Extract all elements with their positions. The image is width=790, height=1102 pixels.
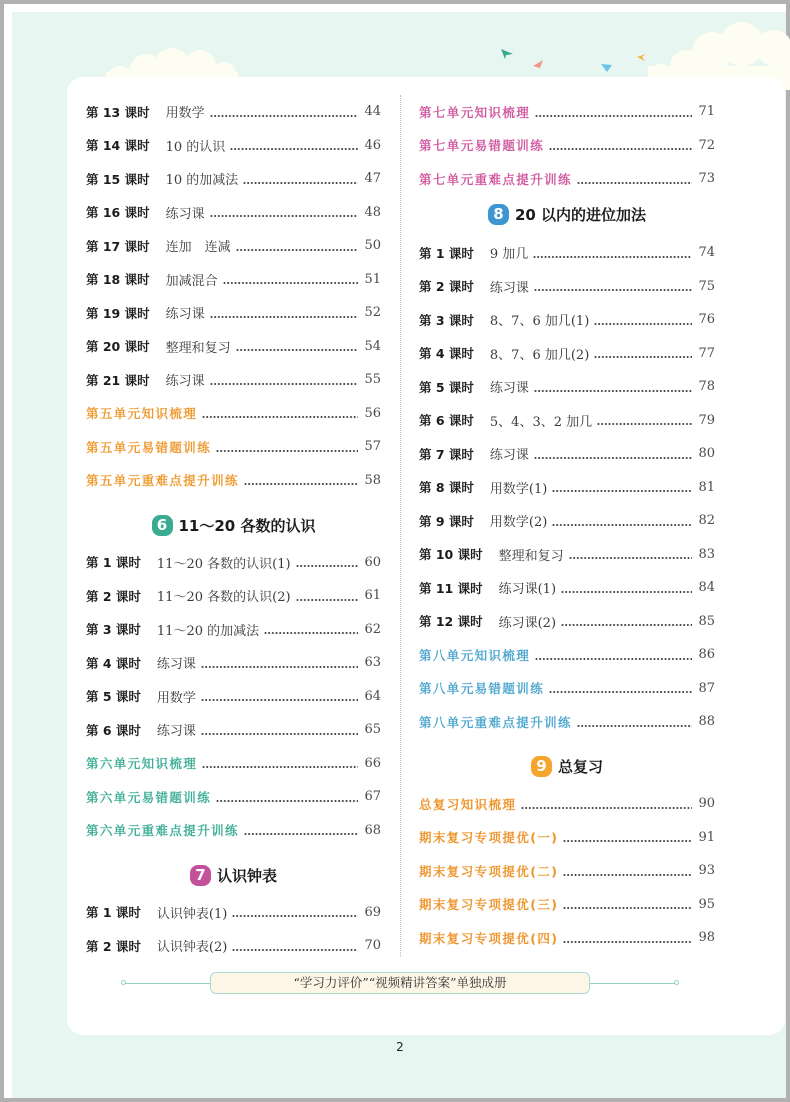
dot-leader <box>230 148 358 150</box>
dot-leader <box>535 115 692 117</box>
toc-entry[interactable] <box>86 579 381 613</box>
page-number: 44 <box>364 104 381 120</box>
dot-leader <box>535 658 692 660</box>
page-number: 65 <box>364 722 381 738</box>
unit-number-badge: 6 <box>152 515 173 536</box>
toc-entry[interactable] <box>86 196 381 230</box>
page-number: 74 <box>698 245 715 261</box>
dot-leader <box>216 450 358 452</box>
lesson-label: 第 14 课时 <box>86 138 150 154</box>
dot-leader <box>296 599 358 601</box>
page-number: 91 <box>698 829 715 845</box>
page-number: 69 <box>364 904 381 920</box>
dot-leader <box>534 457 692 459</box>
page-number: 70 <box>364 938 381 954</box>
unit-heading[interactable] <box>419 196 715 237</box>
lesson-title: 用数学(2) <box>489 515 548 531</box>
dot-leader <box>232 949 358 951</box>
unit-heading[interactable] <box>86 847 381 896</box>
toc-entry[interactable] <box>419 404 715 438</box>
dot-leader <box>577 182 692 184</box>
lesson-title: 认识钟表(2) <box>156 940 228 956</box>
toc-entry[interactable] <box>86 229 381 263</box>
footer-rule-end-dot <box>674 980 679 985</box>
lesson-label: 第 10 课时 <box>419 547 483 563</box>
review-title: 期末复习专项提优(四) <box>419 930 559 946</box>
page-number: 71 <box>698 104 715 120</box>
page-number: 84 <box>698 580 715 596</box>
toc-entry[interactable] <box>86 162 381 196</box>
page-number: 48 <box>364 204 381 220</box>
lesson-title: 练习课 <box>165 374 205 390</box>
unit-heading[interactable] <box>86 497 381 546</box>
page-number: 56 <box>364 405 381 421</box>
page-number: 57 <box>364 439 381 455</box>
page-number: 64 <box>364 688 381 704</box>
toc-entry-review[interactable] <box>86 780 381 814</box>
page-number: 85 <box>698 613 715 629</box>
toc-entry[interactable] <box>86 95 381 129</box>
dot-leader <box>577 725 692 727</box>
lesson-title: 5、4、3、2 加几 <box>489 414 593 430</box>
dot-leader <box>563 840 692 842</box>
dot-leader <box>236 249 358 251</box>
toc-entry[interactable] <box>86 546 381 580</box>
paper-plane-icon <box>601 64 612 72</box>
lesson-title: 加减混合 <box>165 273 218 289</box>
review-title: 总复习知识梳理 <box>419 796 517 812</box>
review-title: 第五单元易错题训练 <box>86 439 212 455</box>
page-number: 98 <box>698 930 715 946</box>
toc-entry[interactable] <box>86 929 381 963</box>
page-number: 55 <box>364 372 381 388</box>
lesson-label: 第 6 课时 <box>86 722 141 738</box>
paper-plane-icon <box>501 49 513 59</box>
page-number: 52 <box>364 305 381 321</box>
dot-leader <box>549 691 692 693</box>
review-title: 第六单元知识梳理 <box>86 756 198 772</box>
lesson-title: 练习课 <box>165 307 205 323</box>
lesson-title: 整理和复习 <box>498 548 564 564</box>
dot-leader <box>561 624 692 626</box>
dot-leader <box>244 833 358 835</box>
lesson-title: 11～20 各数的认识(1) <box>156 556 291 572</box>
lesson-title: 练习课 <box>165 206 205 222</box>
paper-plane-icon <box>637 54 646 61</box>
lesson-label: 第 4 课时 <box>86 655 141 671</box>
unit-heading[interactable] <box>419 739 715 788</box>
dot-leader <box>594 356 692 358</box>
lesson-title: 练习课(1) <box>498 582 557 598</box>
toc-entry[interactable] <box>419 303 715 337</box>
page-number: 58 <box>364 472 381 488</box>
dot-leader <box>563 874 692 876</box>
toc-entry[interactable] <box>419 504 715 538</box>
toc-entry[interactable] <box>419 437 715 471</box>
page-number: 62 <box>364 621 381 637</box>
page-number: 87 <box>698 680 715 696</box>
toc-entry-review[interactable] <box>86 464 381 498</box>
lesson-label: 第 9 课时 <box>419 513 474 529</box>
lesson-label: 第 15 课时 <box>86 171 150 187</box>
lesson-label: 第 1 课时 <box>86 555 141 571</box>
page-number-footer: 2 <box>396 1040 404 1054</box>
review-title: 第七单元知识梳理 <box>419 104 531 120</box>
lesson-title: 练习课 <box>489 280 529 296</box>
page-number: 83 <box>698 546 715 562</box>
dot-leader <box>223 282 358 284</box>
lesson-label: 第 3 课时 <box>419 312 474 328</box>
dot-leader <box>210 316 358 318</box>
page-number: 95 <box>698 896 715 912</box>
dot-leader <box>552 524 692 526</box>
toc-entry-review[interactable] <box>419 888 715 922</box>
toc-entry[interactable] <box>419 571 715 605</box>
toc-entry[interactable] <box>419 337 715 371</box>
lesson-label: 第 17 课时 <box>86 238 150 254</box>
dot-leader <box>296 565 358 567</box>
unit-title: 11～20 各数的认识 <box>178 516 316 535</box>
lesson-label: 第 2 课时 <box>419 279 474 295</box>
dot-leader <box>561 591 692 593</box>
page-number: 54 <box>364 338 381 354</box>
footer-note: “学习力评价”“视频精讲答案”单独成册 <box>210 972 590 994</box>
toc-entry-review[interactable] <box>419 672 715 706</box>
lesson-label: 第 8 课时 <box>419 480 474 496</box>
dot-leader <box>534 289 692 291</box>
dot-leader <box>210 215 358 217</box>
dot-leader <box>244 483 358 485</box>
page-number: 77 <box>698 345 715 361</box>
lesson-title: 10 的加减法 <box>165 173 239 189</box>
toc-entry[interactable] <box>419 270 715 304</box>
page-number: 66 <box>364 755 381 771</box>
toc-entry-review[interactable] <box>86 814 381 848</box>
toc-entry-review[interactable] <box>86 747 381 781</box>
dot-leader <box>201 666 358 668</box>
page-number: 79 <box>698 412 715 428</box>
dot-leader <box>533 256 692 258</box>
page-number: 47 <box>364 171 381 187</box>
lesson-label: 第 21 课时 <box>86 372 150 388</box>
dot-leader <box>243 182 358 184</box>
review-title: 第六单元易错题训练 <box>86 789 212 805</box>
lesson-title: 练习课 <box>156 724 196 740</box>
toc-entry-review[interactable] <box>419 787 715 821</box>
lesson-label: 第 5 课时 <box>419 379 474 395</box>
toc-entry[interactable] <box>86 363 381 397</box>
page-number: 90 <box>698 796 715 812</box>
page-number: 67 <box>364 789 381 805</box>
dot-leader <box>549 148 692 150</box>
lesson-title: 8、7、6 加几(1) <box>489 314 590 330</box>
toc-entry[interactable] <box>86 129 381 163</box>
dot-leader <box>216 800 358 802</box>
dot-leader <box>202 416 358 418</box>
lesson-label: 第 7 课时 <box>419 446 474 462</box>
lesson-title: 11～20 各数的认识(2) <box>156 590 291 606</box>
toc-entry[interactable] <box>86 263 381 297</box>
toc-entry-review[interactable] <box>419 854 715 888</box>
lesson-title: 整理和复习 <box>165 340 231 356</box>
lesson-title: 练习课 <box>489 448 529 464</box>
page-number: 86 <box>698 647 715 663</box>
dot-leader <box>563 907 692 909</box>
lesson-label: 第 3 课时 <box>86 622 141 638</box>
toc-entry[interactable] <box>86 296 381 330</box>
lesson-label: 第 1 课时 <box>419 245 474 261</box>
toc-entry[interactable] <box>86 896 381 930</box>
lesson-title: 用数学(1) <box>489 481 548 497</box>
toc-entry-review[interactable] <box>419 821 715 855</box>
toc-entry-review[interactable] <box>86 397 381 431</box>
review-title: 期末复习专项提优(一) <box>419 830 559 846</box>
review-title: 第五单元知识梳理 <box>86 406 198 422</box>
lesson-title: 练习课 <box>156 657 196 673</box>
lesson-title: 9 加几 <box>489 247 529 263</box>
page-number: 75 <box>698 278 715 294</box>
toc-entry[interactable] <box>419 471 715 505</box>
lesson-title: 11～20 的加减法 <box>156 623 260 639</box>
toc-entry-review[interactable] <box>419 95 715 129</box>
dot-leader <box>210 383 358 385</box>
lesson-label: 第 18 课时 <box>86 272 150 288</box>
toc-entry-review[interactable] <box>419 705 715 739</box>
page-number: 78 <box>698 379 715 395</box>
page-number: 63 <box>364 655 381 671</box>
lesson-title: 用数学 <box>156 690 196 706</box>
page-number: 73 <box>698 171 715 187</box>
unit-title: 总复习 <box>557 758 603 776</box>
page-number: 68 <box>364 822 381 838</box>
unit-title: 20 以内的进位加法 <box>514 206 647 224</box>
review-title: 第八单元易错题训练 <box>419 681 545 697</box>
dot-leader <box>210 115 358 117</box>
dot-leader <box>264 632 358 634</box>
footer-rule-end-dot <box>121 980 126 985</box>
page-number: 76 <box>698 312 715 328</box>
toc-entry[interactable] <box>86 680 381 714</box>
dot-leader <box>201 733 358 735</box>
dot-leader <box>236 349 358 351</box>
dot-leader <box>232 915 358 917</box>
toc-entry[interactable] <box>86 330 381 364</box>
page-number: 88 <box>698 714 715 730</box>
lesson-title: 用数学 <box>165 106 205 122</box>
unit-number-badge: 9 <box>531 756 552 777</box>
toc-entry-review[interactable] <box>419 638 715 672</box>
review-title: 期末复习专项提优(二) <box>419 863 559 879</box>
toc-entry[interactable] <box>419 370 715 404</box>
toc-entry[interactable] <box>419 538 715 572</box>
toc-entry-review[interactable] <box>86 430 381 464</box>
unit-number-badge: 8 <box>488 204 509 225</box>
dot-leader <box>563 941 692 943</box>
lesson-title: 连加 连减 <box>165 240 231 256</box>
page-number: 81 <box>698 479 715 495</box>
toc-left-column <box>86 95 381 963</box>
toc-entry[interactable] <box>419 605 715 639</box>
toc-right-column <box>419 95 715 955</box>
review-title: 第七单元易错题训练 <box>419 138 545 154</box>
lesson-title: 8、7、6 加几(2) <box>489 347 590 363</box>
dot-leader <box>594 323 692 325</box>
toc-entry[interactable] <box>86 613 381 647</box>
toc-entry[interactable] <box>86 646 381 680</box>
column-divider <box>400 95 401 957</box>
unit-number-badge: 7 <box>190 865 211 886</box>
lesson-label: 第 2 课时 <box>86 938 141 954</box>
unit-title: 认识钟表 <box>216 866 277 885</box>
review-title: 第七单元重难点提升训练 <box>419 171 572 187</box>
page-number: 72 <box>698 137 715 153</box>
dot-leader <box>552 490 692 492</box>
lesson-label: 第 2 课时 <box>86 588 141 604</box>
page-number: 80 <box>698 446 715 462</box>
lesson-title: 认识钟表(1) <box>156 906 228 922</box>
toc-entry-review[interactable] <box>419 129 715 163</box>
lesson-label: 第 1 课时 <box>86 905 141 921</box>
page-number: 51 <box>364 271 381 287</box>
lesson-label: 第 19 课时 <box>86 305 150 321</box>
dot-leader <box>597 423 692 425</box>
lesson-title: 练习课 <box>489 381 529 397</box>
page-number: 46 <box>364 137 381 153</box>
paper-plane-icon <box>533 60 543 68</box>
review-title: 第六单元重难点提升训练 <box>86 823 239 839</box>
review-title: 第八单元重难点提升训练 <box>419 714 572 730</box>
lesson-title: 练习课(2) <box>498 615 557 631</box>
toc-entry[interactable] <box>86 713 381 747</box>
toc-entry[interactable] <box>419 236 715 270</box>
dot-leader <box>521 807 692 809</box>
dot-leader <box>201 699 358 701</box>
dot-leader <box>569 557 692 559</box>
lesson-label: 第 13 课时 <box>86 104 150 120</box>
review-title: 第八单元知识梳理 <box>419 647 531 663</box>
dot-leader <box>202 766 358 768</box>
lesson-label: 第 4 课时 <box>419 346 474 362</box>
page-number: 82 <box>698 513 715 529</box>
lesson-label: 第 16 课时 <box>86 205 150 221</box>
review-title: 第五单元重难点提升训练 <box>86 473 239 489</box>
page-number: 93 <box>698 863 715 879</box>
lesson-label: 第 20 课时 <box>86 339 150 355</box>
page-number: 60 <box>364 554 381 570</box>
toc-entry-review[interactable] <box>419 162 715 196</box>
lesson-label: 第 6 课时 <box>419 413 474 429</box>
lesson-label: 第 12 课时 <box>419 614 483 630</box>
lesson-label: 第 5 课时 <box>86 689 141 705</box>
dot-leader <box>534 390 692 392</box>
lesson-label: 第 11 课时 <box>419 580 483 596</box>
toc-entry-review[interactable] <box>419 921 715 955</box>
page-number: 61 <box>364 588 381 604</box>
lesson-title: 10 的认识 <box>165 139 226 155</box>
page-number: 50 <box>364 238 381 254</box>
review-title: 期末复习专项提优(三) <box>419 897 559 913</box>
